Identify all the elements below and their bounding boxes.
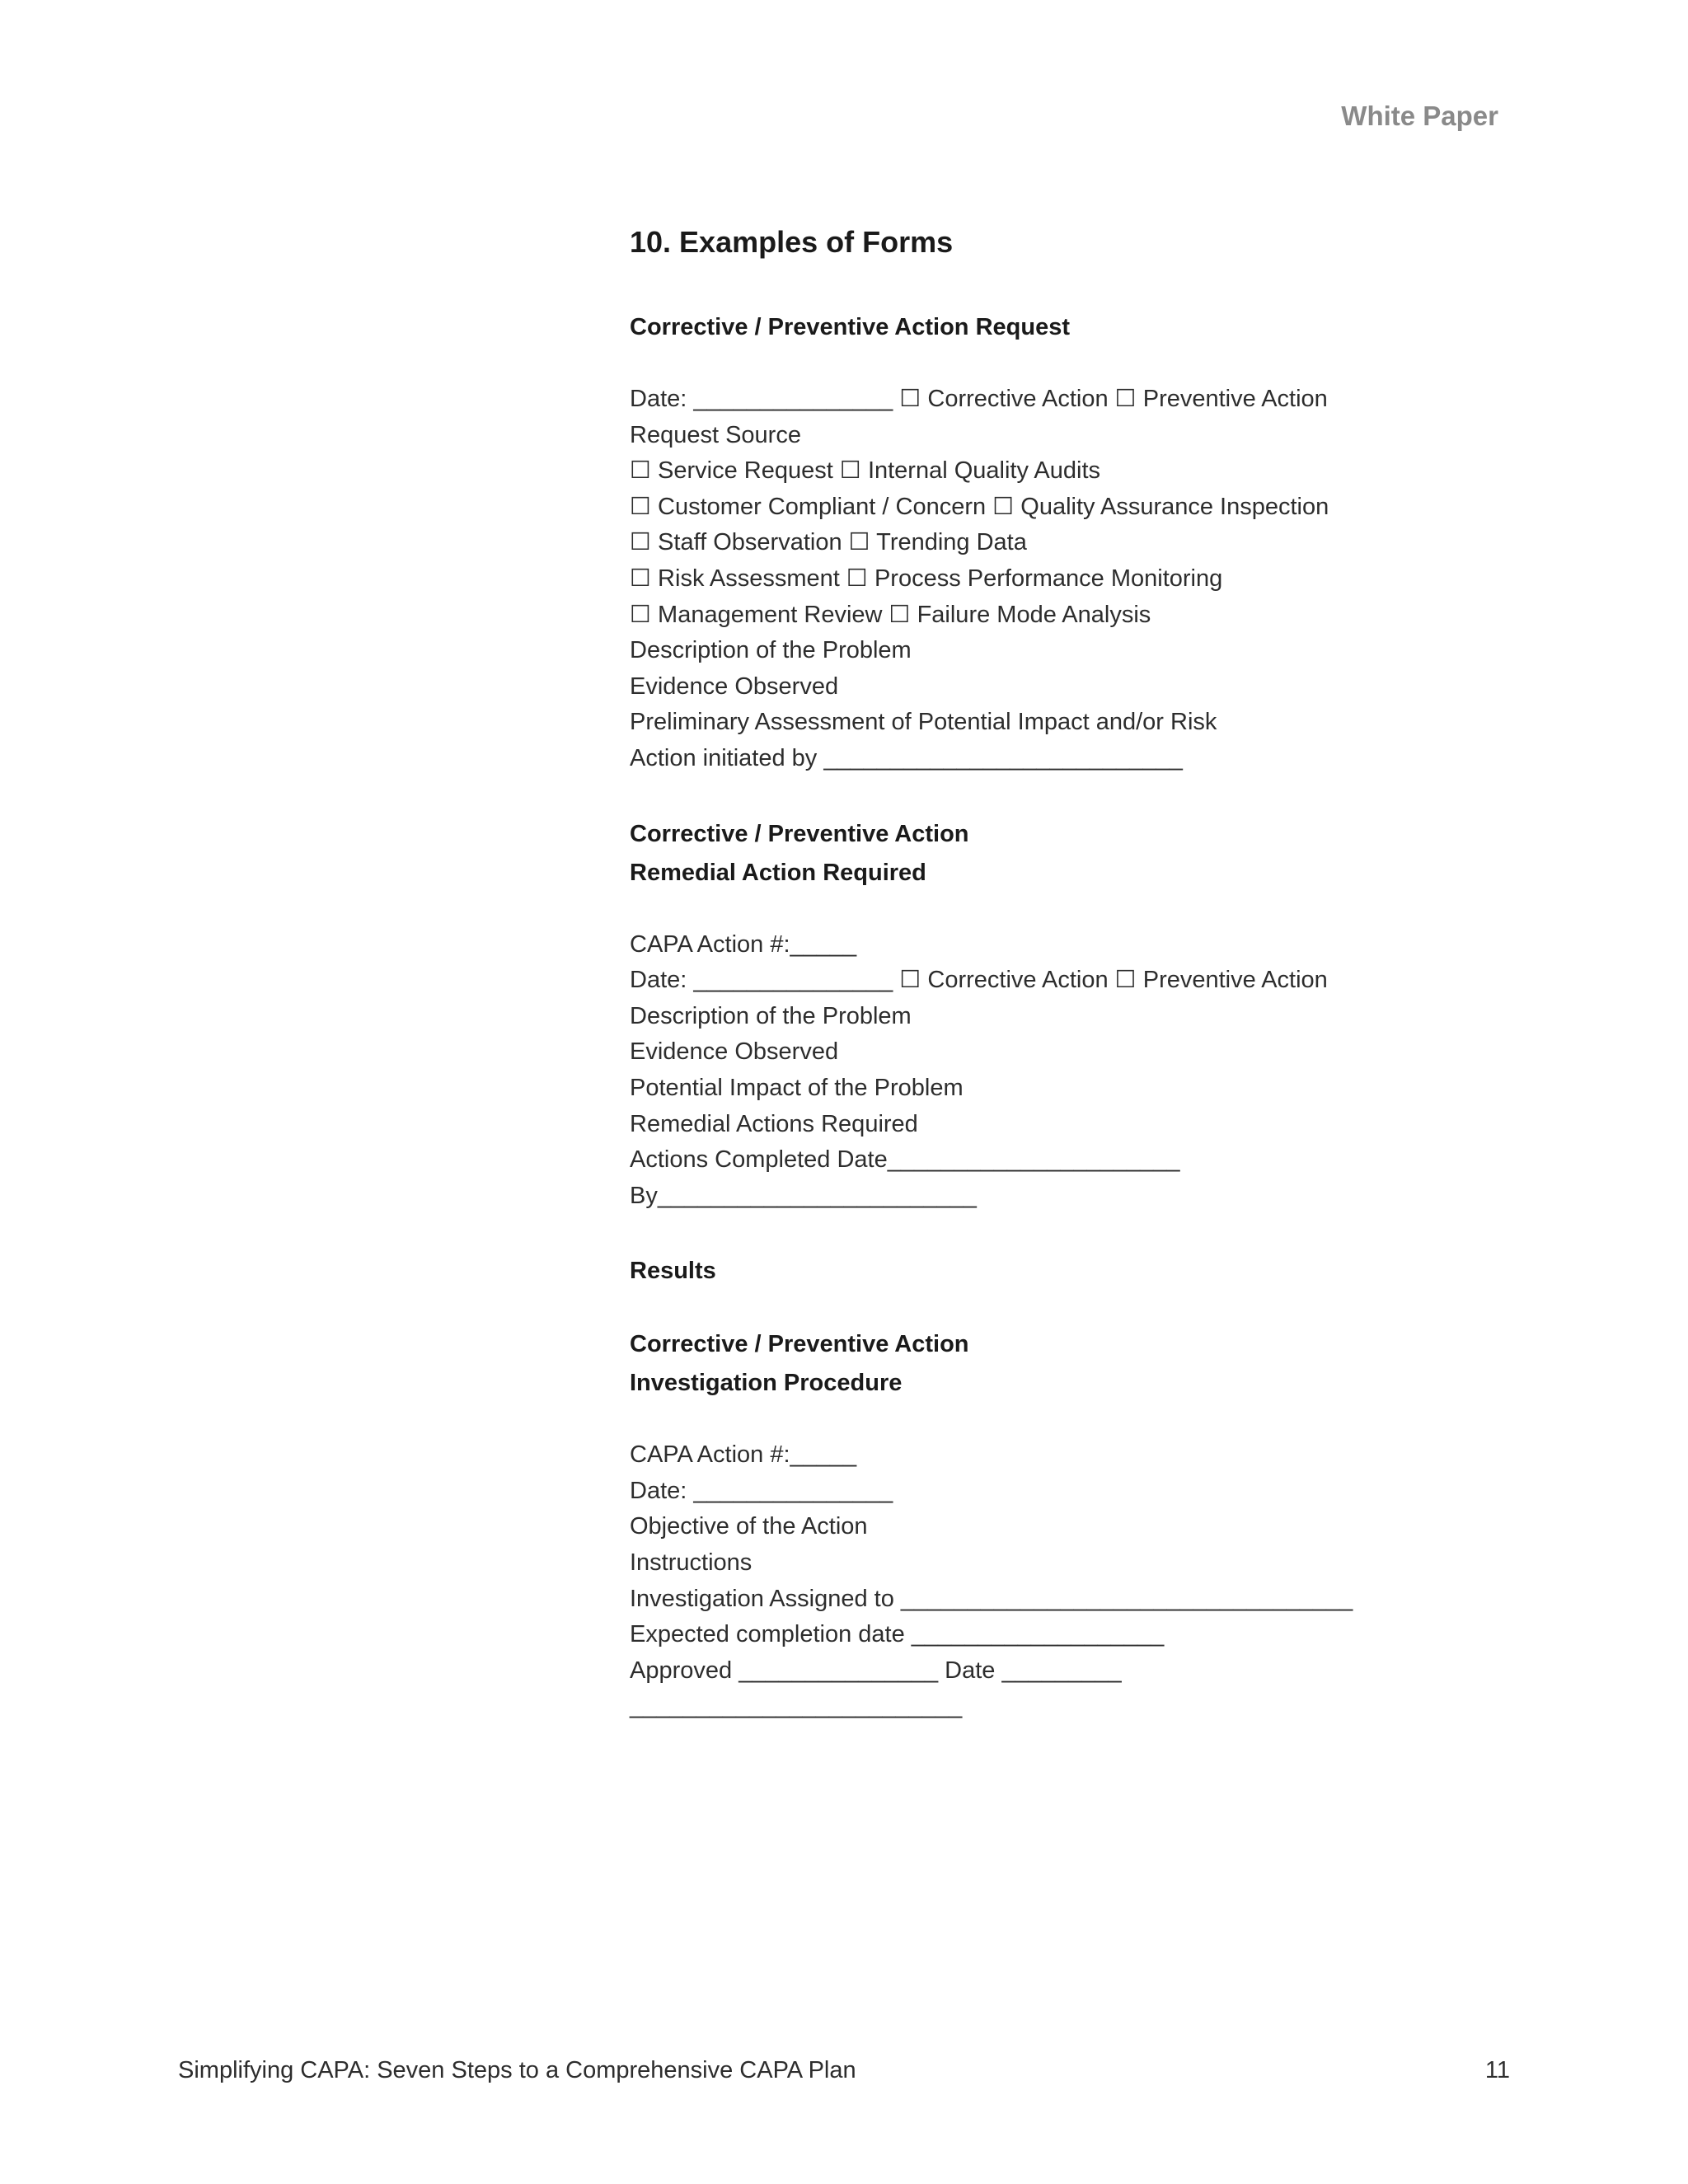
form-subheading: Investigation Procedure — [630, 1370, 903, 1397]
form-heading: Corrective / Preventive Action Request — [630, 314, 1070, 340]
footer-document-title: Simplifying CAPA: Seven Steps to a Comprehensive CAPA Plan — [178, 2057, 856, 2083]
form-heading-group — [630, 1325, 1536, 1403]
section-title: 10. Examples of Forms — [630, 225, 954, 259]
form-heading: Corrective / Preventive Action — [630, 1331, 969, 1358]
form-heading: Corrective / Preventive Action — [630, 820, 969, 847]
form-line: By________________________ — [630, 1182, 977, 1209]
form-line: Date: _______________ ☐ Corrective Action ☐ Preventive Action — [630, 967, 1328, 994]
results-heading: Results — [630, 1258, 716, 1285]
page-number: 11 — [1484, 2057, 1510, 2083]
form-line: Description of the Problem — [630, 1002, 912, 1029]
form-line: Request Source — [630, 421, 801, 448]
form-line: Instructions — [630, 1549, 753, 1577]
form-line: ☐ Management Review ☐ Failure Mode Analysis — [630, 601, 1151, 628]
form-line: Potential Impact of the Problem — [630, 1074, 964, 1101]
form-line: CAPA Action #:_____ — [630, 1441, 857, 1469]
page-footer — [178, 2057, 1510, 2090]
form-line: ☐ Risk Assessment ☐ Process Performance Monitoring — [630, 565, 1223, 592]
form-line: CAPA Action #:_____ — [630, 930, 857, 958]
form-line: Objective of the Action — [630, 1513, 868, 1540]
capa-remedial-form — [630, 815, 1536, 1215]
form-line: _________________________ — [630, 1693, 963, 1720]
form-subheading: Remedial Action Required — [630, 859, 926, 886]
form-line: Investigation Assigned to __________________________________ — [630, 1585, 1353, 1612]
form-line: Preliminary Assessment of Potential Impact and/or Risk — [630, 709, 1217, 736]
form-line: Evidence Observed — [630, 673, 839, 700]
spacer — [630, 1214, 1536, 1252]
form-line: Evidence Observed — [630, 1038, 839, 1066]
page-content — [630, 223, 1536, 1725]
form-line: Description of the Problem — [630, 637, 912, 664]
spacer — [630, 777, 1536, 815]
form-line: ☐ Customer Compliant / Concern ☐ Quality Assurance Inspection — [630, 493, 1329, 520]
capa-request-form — [630, 308, 1536, 777]
form-line: Action initiated by ___________________________ — [630, 744, 1183, 771]
document-type-label: White Paper — [1341, 101, 1498, 131]
form-line: ☐ Staff Observation ☐ Trending Data — [630, 529, 1027, 556]
form-heading-group — [630, 815, 1536, 893]
form-line: Actions Completed Date______________________ — [630, 1146, 1180, 1174]
form-line: ☐ Service Request ☐ Internal Quality Audits — [630, 457, 1101, 485]
form-line: Date: _______________ — [630, 1477, 893, 1504]
form-heading-group — [630, 308, 1536, 347]
form-line: Remedial Actions Required — [630, 1110, 918, 1137]
form-line: Approved _______________ Date _________ — [630, 1657, 1122, 1684]
form-line: Date: _______________ ☐ Corrective Action ☐ Preventive Action — [630, 386, 1328, 412]
form-line: Expected completion date ___________________ — [630, 1621, 1165, 1648]
capa-investigation-form — [630, 1325, 1536, 1725]
